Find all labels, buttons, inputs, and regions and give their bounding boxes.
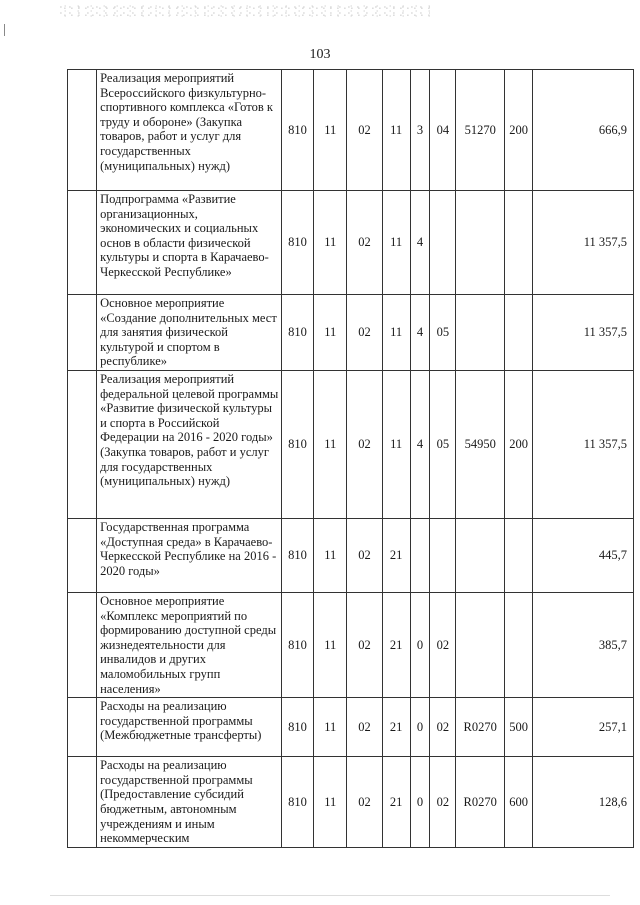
- table-row: [68, 757, 634, 848]
- ministry-code-cell: 810: [281, 592, 313, 697]
- item-name-cell: Реализация мероприятий Всероссийского физкультурно-спортивного комплекса «Готов к труду и обороне» (Закупка товаров, работ и услуг для государственных (муниципальных) нужд): [97, 70, 282, 191]
- subsection-code-cell: 02: [347, 592, 382, 697]
- blank-margin-cell: [68, 757, 97, 848]
- event-code-cell: [430, 518, 456, 592]
- blank-margin-cell: [68, 70, 97, 191]
- item-name-cell: Основное мероприятие «Комплекс мероприятий по формированию доступной среды жизнедеятельности для инвалидов и других маломобильных групп населения»: [97, 592, 282, 697]
- section-code-cell: 11: [314, 698, 347, 757]
- amount-cell: 11 357,5: [533, 370, 634, 518]
- direction-code-cell: [456, 592, 505, 697]
- section-code-cell: 11: [314, 370, 347, 518]
- section-code-cell: 11: [314, 191, 347, 295]
- expense-type-cell: [505, 191, 533, 295]
- program-code-cell: 21: [382, 592, 410, 697]
- budget-table: [67, 69, 634, 848]
- table-row: [68, 191, 634, 295]
- expense-type-cell: [505, 518, 533, 592]
- item-name-cell: Основное мероприятие «Создание дополнительных мест для занятия физической культурой и спортом в республике»: [97, 295, 282, 371]
- table-body: [68, 70, 634, 848]
- blank-margin-cell: [68, 295, 97, 371]
- table-row: [68, 592, 634, 697]
- amount-cell: 445,7: [533, 518, 634, 592]
- direction-code-cell: [456, 191, 505, 295]
- ministry-code-cell: 810: [281, 191, 313, 295]
- subsection-code-cell: 02: [347, 370, 382, 518]
- item-name-cell: Государственная программа «Доступная среда» в Карачаево-Черкесской Республике на 2016 - 2020 годы»: [97, 518, 282, 592]
- ministry-code-cell: 810: [281, 757, 313, 848]
- blank-margin-cell: [68, 698, 97, 757]
- program-code-cell: 21: [382, 698, 410, 757]
- direction-code-cell: [456, 295, 505, 371]
- section-code-cell: 11: [314, 592, 347, 697]
- section-code-cell: 11: [314, 295, 347, 371]
- subprogram-code-cell: 4: [410, 295, 430, 371]
- scan-noise: [60, 4, 430, 18]
- program-code-cell: 21: [382, 518, 410, 592]
- subsection-code-cell: 02: [347, 191, 382, 295]
- subsection-code-cell: 02: [347, 70, 382, 191]
- ministry-code-cell: 810: [281, 698, 313, 757]
- subprogram-code-cell: 4: [410, 191, 430, 295]
- table-row: [68, 70, 634, 191]
- expense-type-cell: [505, 295, 533, 371]
- expense-type-cell: 600: [505, 757, 533, 848]
- margin-mark: [4, 24, 5, 36]
- program-code-cell: 11: [382, 295, 410, 371]
- amount-cell: 666,9: [533, 70, 634, 191]
- amount-cell: 257,1: [533, 698, 634, 757]
- subsection-code-cell: 02: [347, 295, 382, 371]
- subprogram-code-cell: 4: [410, 370, 430, 518]
- program-code-cell: 11: [382, 191, 410, 295]
- expense-type-cell: 500: [505, 698, 533, 757]
- program-code-cell: 11: [382, 370, 410, 518]
- program-code-cell: 11: [382, 70, 410, 191]
- blank-margin-cell: [68, 518, 97, 592]
- event-code-cell: 02: [430, 757, 456, 848]
- subsection-code-cell: 02: [347, 698, 382, 757]
- table-row: [68, 295, 634, 371]
- ministry-code-cell: 810: [281, 518, 313, 592]
- table-row: [68, 518, 634, 592]
- blank-margin-cell: [68, 191, 97, 295]
- direction-code-cell: R0270: [456, 757, 505, 848]
- event-code-cell: 04: [430, 70, 456, 191]
- item-name-cell: Реализация мероприятий федеральной целевой программы «Развитие физической культуры и спорта в Российской Федерации на 2016 - 2020 годы» (Закупка товаров, работ и услуг для государственных (муниципальных) нужд): [97, 370, 282, 518]
- subprogram-code-cell: 3: [410, 70, 430, 191]
- expense-type-cell: 200: [505, 70, 533, 191]
- ministry-code-cell: 810: [281, 70, 313, 191]
- event-code-cell: 05: [430, 370, 456, 518]
- blank-margin-cell: [68, 370, 97, 518]
- program-code-cell: 21: [382, 757, 410, 848]
- expense-type-cell: [505, 592, 533, 697]
- item-name-cell: Подпрограмма «Развитие организационных, экономических и социальных основ в области физической культуры и спорта в Карачаево-Черкесской Республике»: [97, 191, 282, 295]
- event-code-cell: 02: [430, 592, 456, 697]
- ministry-code-cell: 810: [281, 370, 313, 518]
- blank-margin-cell: [68, 592, 97, 697]
- amount-cell: 128,6: [533, 757, 634, 848]
- subprogram-code-cell: [410, 518, 430, 592]
- section-code-cell: 11: [314, 518, 347, 592]
- direction-code-cell: 51270: [456, 70, 505, 191]
- subsection-code-cell: 02: [347, 757, 382, 848]
- subprogram-code-cell: 0: [410, 757, 430, 848]
- direction-code-cell: R0270: [456, 698, 505, 757]
- bottom-rule: [50, 895, 610, 896]
- direction-code-cell: 54950: [456, 370, 505, 518]
- event-code-cell: 05: [430, 295, 456, 371]
- amount-cell: 385,7: [533, 592, 634, 697]
- direction-code-cell: [456, 518, 505, 592]
- section-code-cell: 11: [314, 757, 347, 848]
- event-code-cell: 02: [430, 698, 456, 757]
- section-code-cell: 11: [314, 70, 347, 191]
- subsection-code-cell: 02: [347, 518, 382, 592]
- item-name-cell: Расходы на реализацию государственной программы (Межбюджетные трансферты): [97, 698, 282, 757]
- ministry-code-cell: 810: [281, 295, 313, 371]
- item-name-cell: Расходы на реализацию государственной программы (Предоставление субсидий бюджетным, автономным учреждениям и иным некоммерческим: [97, 757, 282, 848]
- amount-cell: 11 357,5: [533, 191, 634, 295]
- page-number: 103: [309, 47, 331, 62]
- expense-type-cell: 200: [505, 370, 533, 518]
- table-row: [68, 370, 634, 518]
- subprogram-code-cell: 0: [410, 592, 430, 697]
- event-code-cell: [430, 191, 456, 295]
- subprogram-code-cell: 0: [410, 698, 430, 757]
- amount-cell: 11 357,5: [533, 295, 634, 371]
- table-row: [68, 698, 634, 757]
